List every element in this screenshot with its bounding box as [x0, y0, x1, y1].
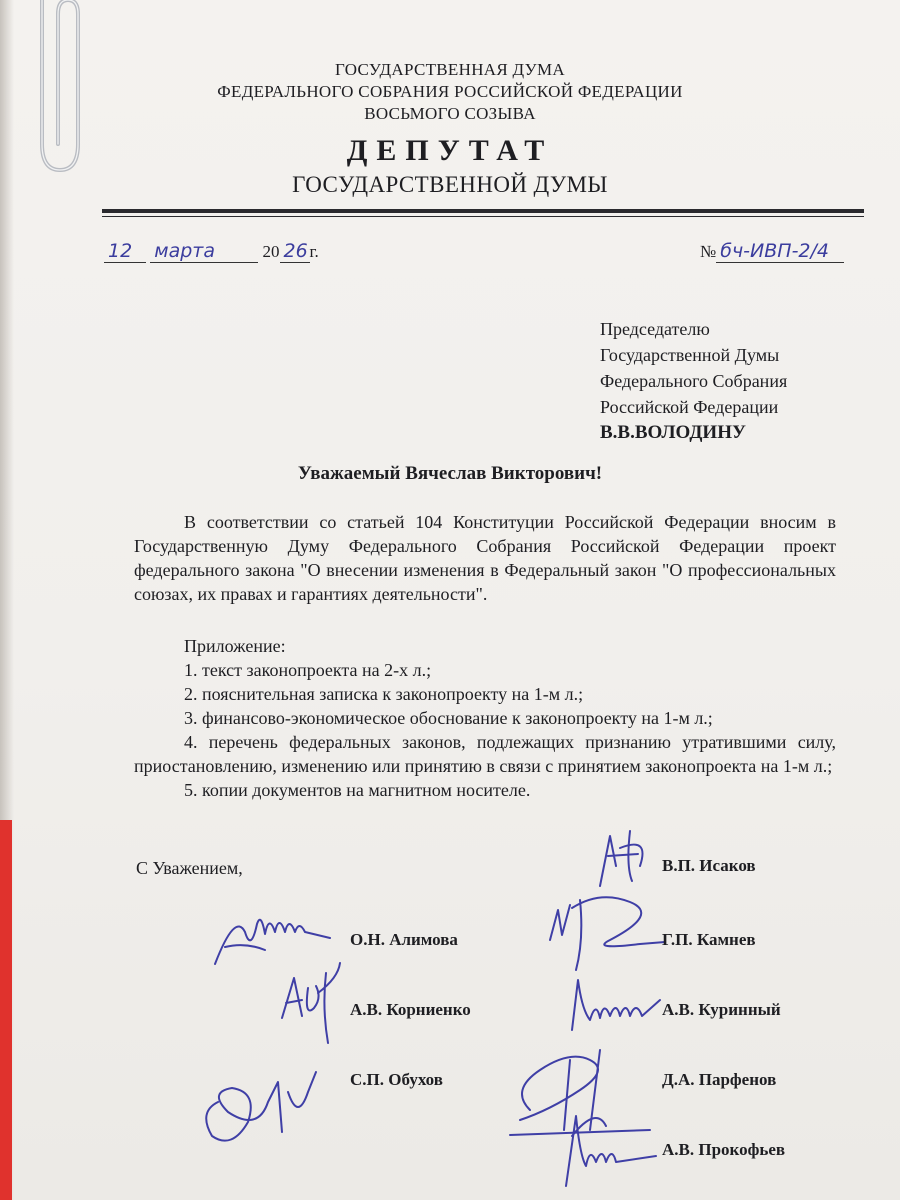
addressee-block — [600, 316, 787, 446]
header-title: ДЕПУТАТ — [346, 134, 554, 167]
attachment-item: 5. копии документов на магнитном носителе. — [184, 780, 531, 800]
date-day: 12 — [104, 240, 146, 263]
attachment-item: 1. текст законопроекта на 2-х л.; — [184, 660, 432, 680]
addressee-name: В.В.ВОЛОДИНУ — [600, 422, 746, 443]
number-prefix: № — [700, 242, 717, 261]
date-month: марта — [150, 240, 258, 263]
number-value: бч-ИВП-2/4 — [716, 240, 844, 263]
signatory-obukhov: С.П. Обухов — [350, 1070, 443, 1089]
date-year: 26 — [280, 240, 310, 263]
addressee-line: Государственной Думы — [600, 345, 780, 365]
attachment-item: 4. перечень федеральных законов, подлежащих признанию утратившими силу, приостановлению, изменению или принятию в связи с принятием законопроекта на 1-м л.; — [134, 732, 836, 776]
addressee-line: Председателю — [600, 319, 710, 339]
letter-body — [134, 510, 836, 606]
header-subtitle: ГОСУДАРСТВЕННОЙ ДУМЫ — [292, 172, 608, 197]
signatory-kornienko: А.В. Корниенко — [350, 1000, 471, 1019]
addressee-line: Федерального Собрания — [600, 371, 788, 391]
attachment-item: 3. финансово-экономическое обоснование к законопроекту на 1-м л.; — [184, 708, 713, 728]
header-line-duma: ГОСУДАРСТВЕННАЯ ДУМА — [335, 60, 565, 79]
signature-prokofiev — [546, 1096, 666, 1196]
attachments-list — [134, 634, 836, 802]
header-rule-thick — [102, 209, 864, 213]
attachment-item: 2. пояснительная записка к законопроекту на 1-м л.; — [184, 684, 584, 704]
body-paragraph: В соответствии со статьей 104 Конституции Российской Федерации вносим в Государственную Думу Федерального Собрания Российской Федерации проект федерального закона "О внесении изменения в Федеральный закон "О профессиональных союзах, их правах и гарантиях деятельности". — [134, 512, 836, 604]
attachments-title: Приложение: — [184, 636, 286, 656]
signatory-alimova: О.Н. Алимова — [350, 930, 458, 949]
signature-obukhov — [198, 1052, 328, 1152]
header-line-convocation: ВОСЬМОГО СОЗЫВА — [364, 104, 536, 123]
red-folder-strip — [0, 820, 12, 1200]
signature-kornienko — [274, 958, 354, 1048]
document-number — [700, 240, 844, 263]
closing: С Уважением, — [136, 858, 243, 878]
greeting: Уважаемый Вячеслав Викторович! — [297, 463, 603, 484]
addressee-line: Российской Федерации — [600, 397, 779, 417]
document-date — [104, 240, 319, 263]
signatory-parfenov: Д.А. Парфенов — [662, 1070, 777, 1089]
signatory-kamnev: Г.П. Камнев — [662, 930, 756, 949]
signature-kurinny — [560, 960, 670, 1040]
signatory-prokofiev: А.В. Прокофьев — [662, 1140, 786, 1159]
header-rule-thin — [102, 216, 864, 217]
header-line-federal-assembly: ФЕДЕРАЛЬНОГО СОБРАНИЯ РОССИЙСКОЙ ФЕДЕРАЦИИ — [217, 82, 683, 101]
signatory-kurinny: А.В. Куринный — [662, 1000, 781, 1019]
date-year-prefix: 20 — [262, 242, 280, 261]
date-suffix: г. — [309, 242, 319, 261]
signatory-isakov: В.П. Исаков — [662, 856, 756, 875]
